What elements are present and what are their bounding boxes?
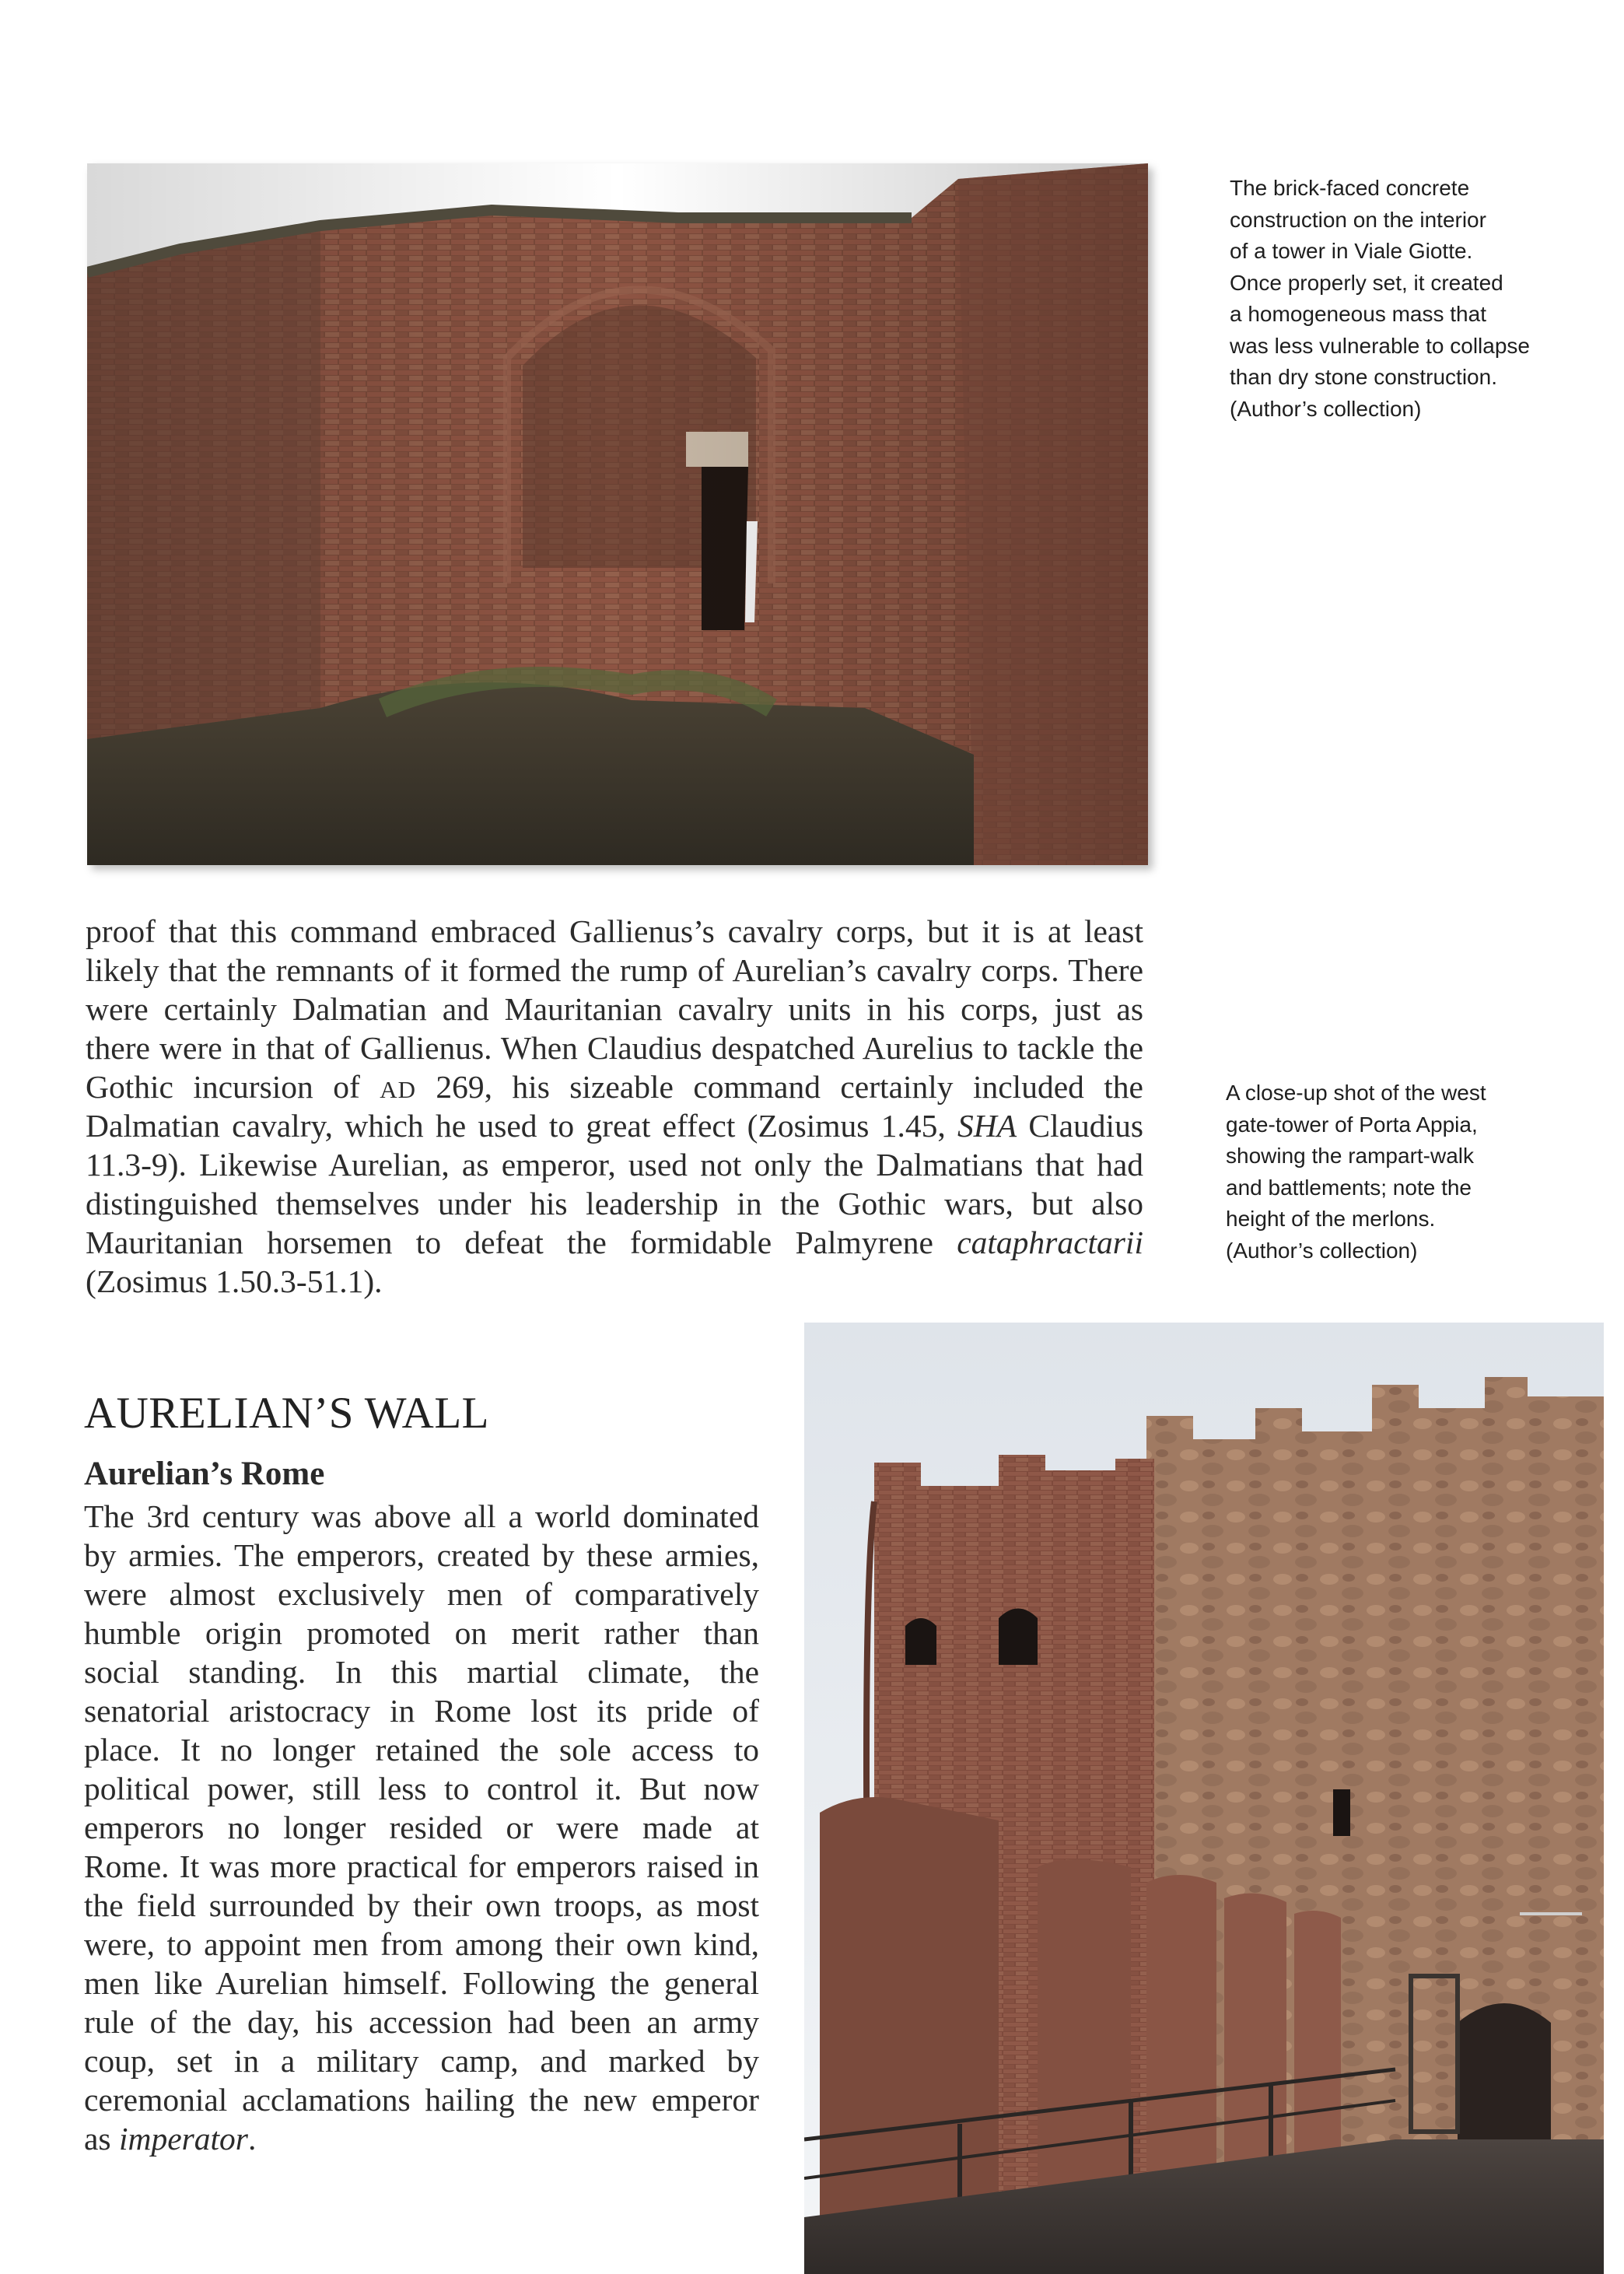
photo-caption-porta-appia bbox=[1226, 1077, 1486, 1267]
caption-line: construction on the interior bbox=[1230, 207, 1486, 232]
text-segment: Mauritanian horsemen to defeat the formidable Palmyrene bbox=[86, 1225, 957, 1260]
caption-line: A close-up shot of the west bbox=[1226, 1081, 1486, 1105]
text-segment: Dalmatian cavalry, which he used to great effect (Zosimus 1.45, bbox=[86, 1108, 958, 1144]
tower-interior-illustration bbox=[87, 163, 1148, 865]
italic-term: SHA bbox=[957, 1108, 1017, 1144]
text-line: rule of the day, his accession had been an army bbox=[84, 2004, 759, 2040]
text-line: social standing. In this martial climate, the bbox=[84, 1654, 759, 1690]
text-line: by armies. The emperors, created by these armies, bbox=[84, 1537, 759, 1573]
text-line: Rome. It was more practical for emperors raised in bbox=[84, 1848, 759, 1884]
text-line: likely that the remnants of it formed the rump of Aurelian’s cavalry corps. There bbox=[86, 952, 1143, 988]
caption-line: The brick-faced concrete bbox=[1230, 176, 1470, 200]
text-line bbox=[84, 2119, 759, 2158]
text-segment: as bbox=[84, 2121, 119, 2157]
text-line: there were in that of Gallienus. When Claudius despatched Aurelius to tackle the bbox=[86, 1030, 1143, 1066]
text-line bbox=[86, 1223, 1143, 1262]
text-segment: 269, his sizeable command certainly included the bbox=[415, 1069, 1143, 1105]
body-paragraph-aurelians-rome bbox=[84, 1497, 759, 2158]
text-line: place. It no longer retained the sole access to bbox=[84, 1732, 759, 1768]
text-line: humble origin promoted on merit rather than bbox=[84, 1615, 759, 1651]
tower-interior-photo bbox=[87, 163, 1148, 865]
text-line: distinguished themselves under his leadership in the Gothic wars, but also bbox=[86, 1186, 1143, 1221]
porta-appia-photo bbox=[804, 1323, 1604, 2274]
text-line: were certainly Dalmatian and Mauritanian cavalry units in his corps, just as bbox=[86, 991, 1143, 1027]
subsection-heading: Aurelian’s Rome bbox=[84, 1456, 325, 1492]
porta-appia-illustration bbox=[804, 1323, 1604, 2274]
caption-line: (Author’s collection) bbox=[1226, 1238, 1418, 1263]
text-line: men like Aurelian himself. Following the general bbox=[84, 1965, 759, 2001]
text-line: the field surrounded by their own troops, as most bbox=[84, 1887, 759, 1923]
italic-term: imperator bbox=[118, 2121, 248, 2157]
photo-caption-top bbox=[1230, 173, 1530, 425]
body-paragraph-cavalry bbox=[86, 912, 1143, 1301]
text-segment: Claudius bbox=[1017, 1108, 1143, 1144]
text-line bbox=[86, 1067, 1143, 1106]
text-line: coup, set in a military camp, and marked by bbox=[84, 2043, 759, 2079]
caption-line: a homogeneous mass that bbox=[1230, 302, 1486, 326]
caption-line: height of the merlons. bbox=[1226, 1207, 1436, 1231]
text-line: proof that this command embraced Gallienus’s cavalry corps, but it is at least bbox=[86, 913, 1143, 949]
text-line: were, to appoint men from among their own kind, bbox=[84, 1926, 759, 1962]
caption-line: of a tower in Viale Giotte. bbox=[1230, 239, 1473, 263]
text-line: (Zosimus 1.50.3-51.1). bbox=[86, 1263, 383, 1299]
text-line: 11.3-9). Likewise Aurelian, as emperor, used not only the Dalmatians that had bbox=[86, 1147, 1143, 1183]
caption-line: (Author’s collection) bbox=[1230, 396, 1422, 421]
text-line: were almost exclusively men of comparatively bbox=[84, 1576, 759, 1612]
text-line: The 3rd century was above all a world dominated bbox=[84, 1498, 759, 1534]
caption-line: gate-tower of Porta Appia, bbox=[1226, 1112, 1478, 1137]
text-line: ceremonial acclamations hailing the new emperor bbox=[84, 2082, 759, 2118]
caption-line: Once properly set, it created bbox=[1230, 270, 1503, 295]
caption-line: was less vulnerable to collapse bbox=[1230, 333, 1530, 358]
text-segment: Gothic incursion of bbox=[86, 1069, 380, 1105]
text-segment: . bbox=[247, 2121, 257, 2157]
caption-line: than dry stone construction. bbox=[1230, 365, 1497, 389]
text-line: emperors no longer resided or were made at bbox=[84, 1810, 759, 1845]
text-line: political power, still less to control it. But now bbox=[84, 1771, 759, 1806]
italic-term: cataphractarii bbox=[957, 1225, 1143, 1260]
caption-line: and battlements; note the bbox=[1226, 1175, 1472, 1200]
section-heading: AURELIAN’S WALL bbox=[84, 1389, 489, 1438]
era-abbreviation: AD bbox=[380, 1076, 416, 1103]
caption-line: showing the rampart-walk bbox=[1226, 1144, 1475, 1168]
text-line: senatorial aristocracy in Rome lost its pride of bbox=[84, 1693, 759, 1729]
text-line bbox=[86, 1106, 1143, 1145]
